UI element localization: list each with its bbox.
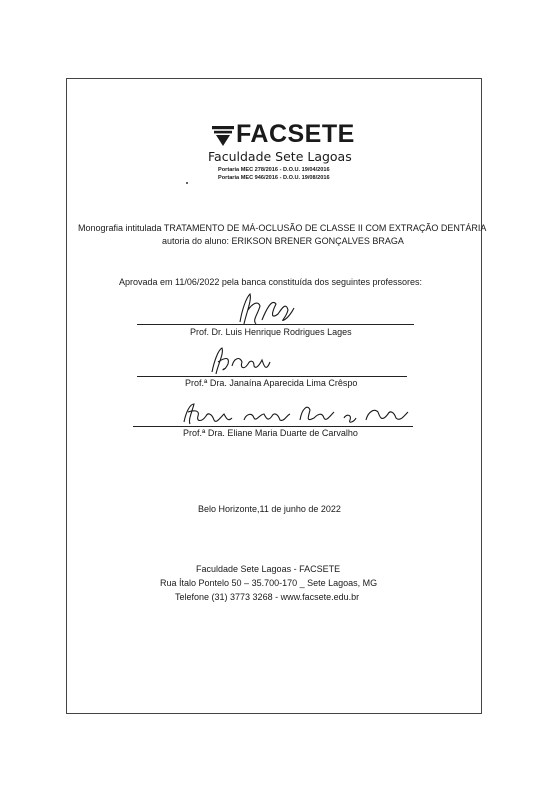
facsete-logo <box>206 118 356 188</box>
place-date: Belo Horizonte,11 de junho de 2022 <box>198 504 341 514</box>
footer-contact: Telefone (31) 3773 3268 - www.facsete.edu.br <box>175 592 360 602</box>
professor-name: Prof. Dr. Luis Henrique Rodrigues Lages <box>190 327 352 337</box>
monograph-title-line: Monografia intitulada TRATAMENTO DE MÁ-OCLUSÃO DE CLASSE II COM EXTRAÇÃO DENTÁRIA <box>78 223 487 233</box>
speck-mark <box>186 182 188 184</box>
facsete-logo-icon <box>212 126 234 146</box>
signature-prof-2 <box>204 344 276 378</box>
monograph-author-line: autoria do aluno: ERIKSON BRENER GONÇALVES BRAGA <box>162 236 404 246</box>
professor-name: Prof.ª Dra. Janaína Aparecida Lima Crêspo <box>185 378 358 388</box>
approval-statement: Aprovada em 11/06/2022 pela banca constituída dos seguintes professores: <box>119 277 423 287</box>
footer-address: Rua Ítalo Pontelo 50 – 35.700-170 _ Sete Lagoas, MG <box>160 578 378 588</box>
logo-subtitle: Faculdade Sete Lagoas <box>208 149 352 164</box>
professor-name: Prof.ª Dra. Eliane Maria Duarte de Carvalho <box>183 428 358 438</box>
footer-institution: Faculdade Sete Lagoas - FACSETE <box>196 564 341 574</box>
signature-line <box>137 324 414 325</box>
logo-brand-name: FACSETE <box>236 120 355 148</box>
portaria-line: Portaria MEC 278/2016 - D.O.U. 19/04/2016 <box>218 167 330 173</box>
portaria-line: Portaria MEC 946/2016 - D.O.U. 19/08/2016 <box>218 175 330 181</box>
